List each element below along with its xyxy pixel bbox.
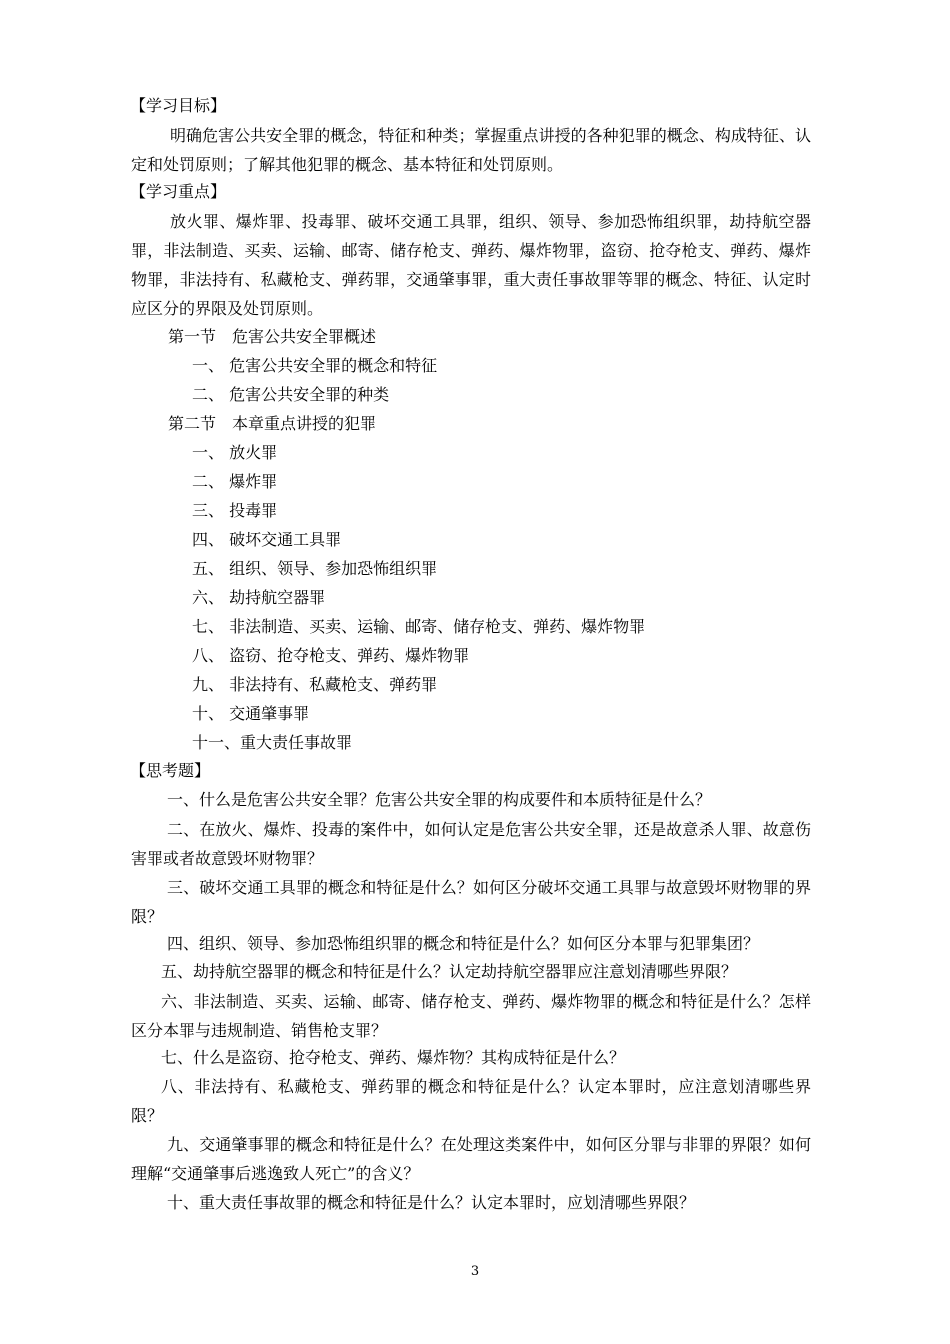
question-item: 四、组织、领导、参加恐怖组织罪的概念和特征是什么？如何区分本罪与犯罪集团？ [167,934,760,953]
question-item: 二、在放火、爆炸、投毒的案件中，如何认定是危害公共安全罪，还是故意杀人罪、故意伤害罪或者故意毁坏财物罪？ [131,820,811,868]
outline-item: 八、 盗窃、抢夺枪支、弹药、爆炸物罪 [192,646,470,665]
key-points-text: 放火罪、爆炸罪、投毒罪、破坏交通工具罪，组织、领导、参加恐怖组织罪，劫持航空器罪，非法制造、买卖、运输、邮寄、储存枪支、弹药、爆炸物罪，盗窃、抢夺枪支、弹药、爆炸物罪，非法持有、私藏枪支、弹药罪，交通肇事罪，重大责任事故罪等罪的概念、特征、认定时应区分的界限及处罚原则。 [131,212,811,318]
objectives-text: 明确危害公共安全罪的概念，特征和种类；掌握重点讲授的各种犯罪的概念、构成特征、认定和处罚原则；了解其他犯罪的概念、基本特征和处罚原则。 [131,126,811,174]
question-item: 十、重大责任事故罪的概念和特征是什么？认定本罪时，应划清哪些界限？ [167,1193,696,1212]
question-item: 一、什么是危害公共安全罪？危害公共安全罪的构成要件和本质特征是什么？ [167,790,712,809]
section-2-title: 第二节 本章重点讲授的犯罪 [168,414,377,433]
outline-item: 二、 爆炸罪 [192,472,278,491]
page-number: 3 [470,1264,480,1279]
objectives-heading: 【学习目标】 [130,96,227,115]
questions-heading: 【思考题】 [130,761,211,780]
question-item: 八、非法持有、私藏枪支、弹药罪的概念和特征是什么？认定本罪时，应注意划清哪些界限？ [131,1077,811,1125]
outline-item: 九、 非法持有、私藏枪支、弹药罪 [192,675,438,694]
question-item: 六、非法制造、买卖、运输、邮寄、储存枪支、弹药、爆炸物罪的概念和特征是什么？怎样区分本罪与违规制造、销售枪支罪？ [131,992,811,1040]
outline-item: 十一、重大责任事故罪 [192,733,353,752]
outline-item: 六、 劫持航空器罪 [192,588,326,607]
question-item: 九、交通肇事罪的概念和特征是什么？在处理这类案件中，如何区分罪与非罪的界限？如何理解“交通肇事后逃逸致人死亡”的含义？ [131,1135,811,1183]
outline-item: 四、 破坏交通工具罪 [192,530,342,549]
question-item: 五、劫持航空器罪的概念和特征是什么？认定劫持航空器罪应注意划清哪些界限？ [161,962,738,981]
outline-item: 一、 危害公共安全罪的概念和特征 [192,356,438,375]
outline-item: 七、 非法制造、买卖、运输、邮寄、储存枪支、弹药、爆炸物罪 [192,617,646,636]
outline-item: 五、 组织、领导、参加恐怖组织罪 [192,559,438,578]
section-1-title: 第一节 危害公共安全罪概述 [168,327,377,346]
key-points-heading: 【学习重点】 [130,182,227,201]
question-item: 三、破坏交通工具罪的概念和特征是什么？如何区分破坏交通工具罪与故意毁坏财物罪的界限？ [131,878,811,926]
outline-item: 三、 投毒罪 [192,501,278,520]
outline-item: 二、 危害公共安全罪的种类 [192,385,390,404]
outline-item: 十、 交通肇事罪 [192,704,310,723]
outline-item: 一、 放火罪 [192,443,278,462]
question-item: 七、什么是盗窃、抢夺枪支、弹药、爆炸物？其构成特征是什么？ [161,1048,626,1067]
